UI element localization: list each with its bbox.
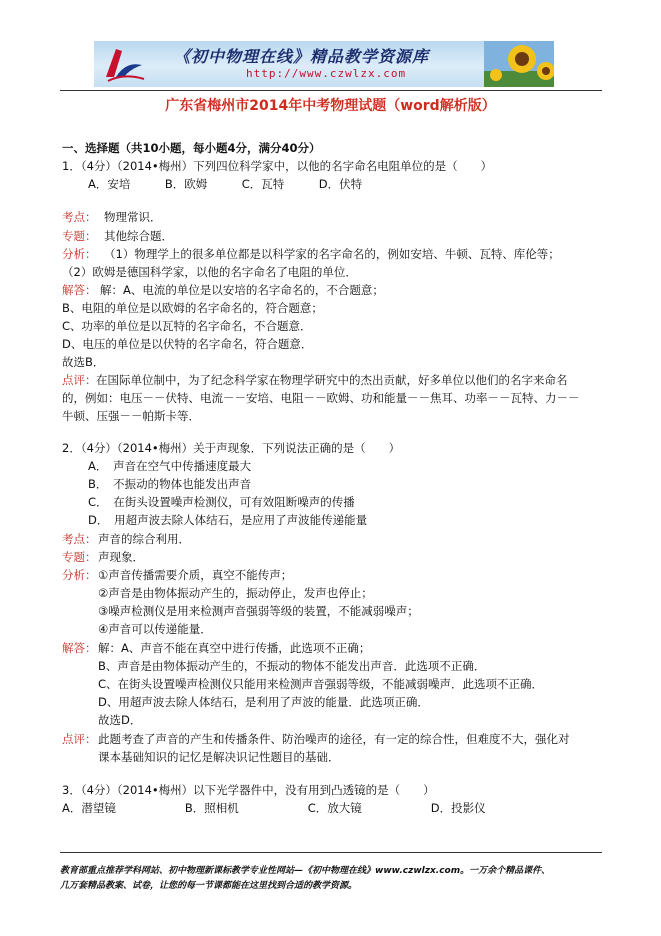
q1-kaodian: 物理常识．: [104, 210, 162, 224]
page-footer: [60, 864, 620, 894]
q3-stem: 3．（4分）（2014•梅州）以下光学器件中，没有用到凸透镜的是（ ）: [62, 783, 435, 797]
q1-zhuanti-label: 专题：: [62, 229, 97, 243]
q2-zhuanti: 声现象．: [98, 550, 144, 564]
q1-fenxi-label: 分析：: [62, 247, 97, 261]
q2-zhuanti-label: 专题：: [62, 550, 97, 564]
q2-option-a: A． 声音在空气中传播速度最大: [88, 459, 252, 473]
q1-dianping-line: 的，例如：电压－－伏特、电流－－安培、电阻－－欧姆、功和能量－－焦耳、功率－－瓦特、力－－: [62, 391, 580, 405]
q1-jieda-label: 解答：: [62, 283, 97, 297]
q1-stem: 1．（4分）（2014•梅州）下列四位科学家中，以他的名字命名电阻单位的是（ ）: [62, 159, 493, 173]
q2-jieda-line: 故选D．: [98, 713, 142, 727]
q1-dianping-label: 点评：: [62, 373, 97, 387]
q2-fenxi-line: ②声音是由物体振动产生的，振动停止，发声也停止；: [98, 586, 373, 600]
q2-fenxi-line: ④声音可以传递能量．: [98, 622, 212, 636]
q1-jieda-line: 故选B．: [62, 355, 105, 369]
q1-fenxi-line: （2）欧姆是德国科学家，以他的名字命名了电阻的单位．: [62, 265, 357, 279]
footer-line: 教育部重点推荐学科网站、初中物理新课标教学专业性网站—《初中物理在线》www.czwlzx.com。一万余个精品课件、: [60, 866, 551, 876]
document-title: 广东省梅州市2014年中考物理试题（word解析版）: [165, 98, 496, 114]
banner-url: http://www.czwlzx.com: [246, 67, 407, 80]
site-logo-icon: [102, 43, 148, 85]
q2-jieda-line: C、在街头设置噪声检测仪只能用来检测声音强弱等级，不能减弱噪声．此选项不正确．: [98, 677, 544, 691]
q2-jieda-line: B、声音是由物体振动产生的，不振动的物体不能发出声音．此选项不正确．: [98, 659, 486, 673]
q1-zhuanti: 其他综合题．: [104, 229, 173, 243]
q2-jieda-label: 解答：: [62, 641, 97, 655]
site-banner: [94, 41, 554, 87]
q1-jieda-line: B、电阻的单位是以欧姆的名字命名的，符合题意；: [62, 301, 323, 315]
section-heading: 一、选择题（共10小题，每小题4分，满分40分）: [62, 141, 321, 155]
q2-kaodian-label: 考点：: [62, 532, 97, 546]
q1-kaodian-label: 考点：: [62, 210, 97, 224]
sunflower-icon: [484, 41, 554, 87]
q1-options: A．安培 B．欧姆 C．瓦特 D．伏特: [88, 177, 363, 191]
q2-option-b: B． 不振动的物体也能发出声音: [88, 477, 252, 491]
q2-dianping-line: 课本基础知识的记忆是解决识记性题目的基础．: [98, 750, 340, 764]
q2-fenxi-line: ①声音传播需要介质，真空不能传声；: [98, 568, 293, 582]
q2-jieda-line: D、用超声波去除人体结石，是利用了声波的能量．此选项正确．: [98, 695, 429, 709]
q2-dianping-line: 此题考查了声音的产生和传播条件、防治噪声的途径，有一定的综合性，但难度不大，强化对: [98, 732, 570, 746]
q3-options: A．潜望镜 B．照相机 C．放大镜 D．投影仪: [62, 801, 486, 815]
q2-jieda-line: 解：A、声音不能在真空中进行传播，此选项不正确；: [98, 641, 371, 655]
q1-dianping-line: 在国际单位制中，为了纪念科学家在物理学研究中的杰出贡献，好多单位以他们的名字来命名: [96, 373, 568, 387]
q2-stem: 2．（4分）（2014•梅州）关于声现象．下列说法正确的是（ ）: [62, 441, 401, 455]
q2-fenxi-line: ③噪声检测仪是用来检测声音强弱等级的装置，不能减弱噪声；: [98, 604, 419, 618]
banner-title: 《初中物理在线》精品教学资源库: [174, 47, 430, 66]
footer-line: 几万套精品教案、试卷，让您的每一节课都能在这里找到合适的教学资源。: [60, 881, 358, 891]
q1-dianping-line: 牛顿、压强－－帕斯卡等．: [62, 409, 200, 423]
q1-fenxi-line: （1）物理学上的很多单位都是以科学家的名字命名的，例如安培、牛顿、瓦特、库伦等；: [104, 247, 560, 261]
footer-divider: [60, 852, 602, 853]
q1-jieda-line: D、电压的单位是以伏特的名字命名，符合题意．: [62, 337, 313, 351]
q2-option-d: D． 用超声波去除人体结石，是应用了声波能传递能量: [88, 513, 368, 527]
q2-option-c: C． 在街头设置噪声检测仪，可有效阻断噪声的传播: [88, 495, 355, 509]
header-divider: [60, 90, 602, 91]
q2-fenxi-label: 分析：: [62, 568, 97, 582]
q1-jieda-line: C、功率的单位是以瓦特的名字命名，不合题意．: [62, 319, 312, 333]
q1-jieda-line: 解：A、电流的单位是以安培的名字命名的，不合题意；: [100, 283, 384, 297]
q2-kaodian: 声音的综合利用．: [98, 532, 190, 546]
q2-dianping-label: 点评：: [62, 732, 97, 746]
